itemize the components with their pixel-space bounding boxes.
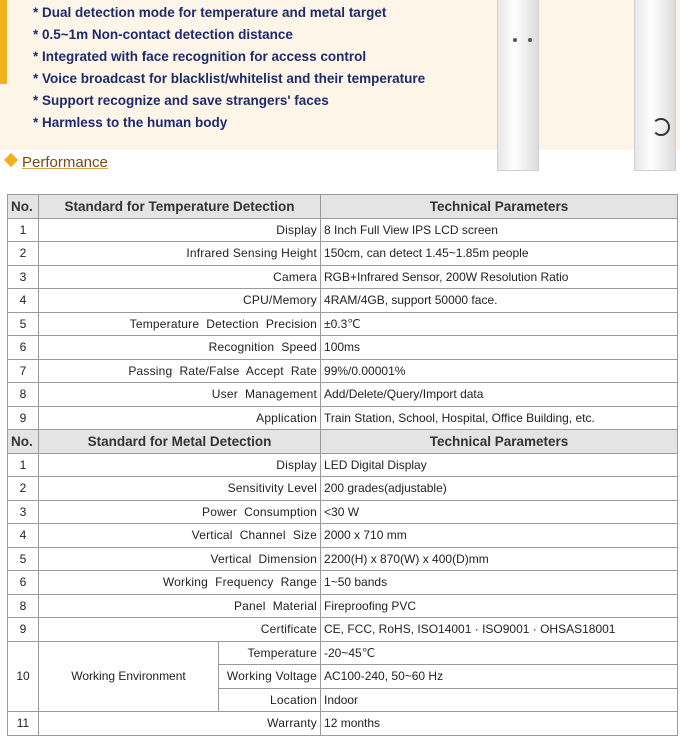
table-row bbox=[8, 336, 678, 360]
row-number: 7 bbox=[8, 359, 39, 383]
row-number: 6 bbox=[8, 336, 39, 360]
row-label: User Management bbox=[39, 383, 321, 407]
header-parameters: Technical Parameters bbox=[321, 430, 678, 454]
table-row bbox=[8, 712, 678, 736]
row-number: 11 bbox=[8, 712, 39, 736]
table-row bbox=[8, 618, 678, 642]
row-number: 4 bbox=[8, 524, 39, 548]
row-value: 99%/0.00001% bbox=[321, 359, 678, 383]
row-label: Vertical Channel Size bbox=[39, 524, 321, 548]
sensor-dot-icon bbox=[528, 38, 532, 42]
row-number: 10 bbox=[8, 641, 39, 712]
table-row bbox=[8, 383, 678, 407]
row-number: 5 bbox=[8, 312, 39, 336]
header-no: No. bbox=[8, 195, 39, 219]
feature-item: * 0.5~1m Non-contact detection distance bbox=[33, 27, 293, 42]
table-row bbox=[8, 594, 678, 618]
detector-pillar-right bbox=[634, 0, 676, 171]
row-label: Sensitivity Level bbox=[39, 477, 321, 501]
feature-item: * Integrated with face recognition for access control bbox=[33, 49, 367, 64]
detector-pillar-left bbox=[497, 0, 539, 171]
row-number: 5 bbox=[8, 547, 39, 571]
row-number: 8 bbox=[8, 383, 39, 407]
row-value: ±0.3℃ bbox=[321, 312, 678, 336]
row-value: 8 Inch Full View IPS LCD screen bbox=[321, 218, 678, 242]
row-label: Warranty bbox=[39, 712, 321, 736]
table-row bbox=[8, 524, 678, 548]
section-title: Performance bbox=[22, 154, 108, 171]
header-no: No. bbox=[8, 430, 39, 454]
row-label: Working Voltage bbox=[219, 665, 321, 689]
row-value: 200 grades(adjustable) bbox=[321, 477, 678, 501]
row-label: Camera bbox=[39, 265, 321, 289]
table-row bbox=[8, 547, 678, 571]
table-header-metal bbox=[8, 430, 678, 454]
row-group-label: Working Environment bbox=[39, 641, 219, 712]
row-value: Indoor bbox=[321, 688, 678, 712]
diamond-icon bbox=[4, 153, 18, 167]
row-label: Recognition Speed bbox=[39, 336, 321, 360]
row-label: Location bbox=[219, 688, 321, 712]
row-label: CPU/Memory bbox=[39, 289, 321, 313]
header-standard: Standard for Metal Detection bbox=[39, 430, 321, 454]
row-label: Infrared Sensing Height bbox=[39, 242, 321, 266]
row-label: Working Frequency Range bbox=[39, 571, 321, 595]
row-value: Fireproofing PVC bbox=[321, 594, 678, 618]
row-value: 100ms bbox=[321, 336, 678, 360]
row-value: 1~50 bands bbox=[321, 571, 678, 595]
table-row bbox=[8, 242, 678, 266]
gold-accent-bar bbox=[0, 0, 7, 84]
row-label: Passing Rate/False Accept Rate bbox=[39, 359, 321, 383]
row-number: 8 bbox=[8, 594, 39, 618]
row-label: Display bbox=[39, 453, 321, 477]
row-label: Certificate bbox=[39, 618, 321, 642]
row-number: 4 bbox=[8, 289, 39, 313]
row-label: Application bbox=[39, 406, 321, 430]
row-number: 6 bbox=[8, 571, 39, 595]
feature-item: * Harmless to the human body bbox=[33, 115, 228, 130]
row-label: Vertical Dimension bbox=[39, 547, 321, 571]
row-number: 3 bbox=[8, 265, 39, 289]
table-row bbox=[8, 453, 678, 477]
header-standard: Standard for Temperature Detection bbox=[39, 195, 321, 219]
row-number: 2 bbox=[8, 242, 39, 266]
table-row bbox=[8, 571, 678, 595]
table-row bbox=[8, 500, 678, 524]
table-row bbox=[8, 359, 678, 383]
table-row bbox=[8, 289, 678, 313]
row-value: LED Digital Display bbox=[321, 453, 678, 477]
spec-table bbox=[7, 194, 678, 736]
table-row bbox=[8, 477, 678, 501]
header-parameters: Technical Parameters bbox=[321, 195, 678, 219]
table-row bbox=[8, 218, 678, 242]
row-value: CE, FCC, RoHS, ISO14001 · ISO9001 · OHSAS18001 bbox=[321, 618, 678, 642]
row-value: Train Station, School, Hospital, Office Building, etc. bbox=[321, 406, 678, 430]
row-value: 150cm, can detect 1.45~1.85m people bbox=[321, 242, 678, 266]
row-value: <30 W bbox=[321, 500, 678, 524]
row-label: Display bbox=[39, 218, 321, 242]
feature-item: * Voice broadcast for blacklist/whitelist and their temperature bbox=[33, 71, 426, 86]
feature-item: * Support recognize and save strangers' faces bbox=[33, 93, 329, 108]
row-value: 2000 x 710 mm bbox=[321, 524, 678, 548]
row-number: 9 bbox=[8, 618, 39, 642]
row-number: 9 bbox=[8, 406, 39, 430]
row-value: 4RAM/4GB, support 50000 face. bbox=[321, 289, 678, 313]
table-row bbox=[8, 265, 678, 289]
row-number: 1 bbox=[8, 218, 39, 242]
row-value: AC100-240, 50~60 Hz bbox=[321, 665, 678, 689]
row-label: Temperature bbox=[219, 641, 321, 665]
row-label: Panel Material bbox=[39, 594, 321, 618]
row-value: -20~45℃ bbox=[321, 641, 678, 665]
row-value: 12 months bbox=[321, 712, 678, 736]
product-banner bbox=[0, 0, 680, 150]
power-cable-icon bbox=[652, 118, 670, 136]
feature-list bbox=[33, 2, 425, 134]
row-value: RGB+Infrared Sensor, 200W Resolution Ratio bbox=[321, 265, 678, 289]
table-row bbox=[8, 312, 678, 336]
row-label: Temperature Detection Precision bbox=[39, 312, 321, 336]
table-row bbox=[8, 406, 678, 430]
row-number: 3 bbox=[8, 500, 39, 524]
sensor-dot-icon bbox=[513, 38, 517, 42]
row-value: Add/Delete/Query/Import data bbox=[321, 383, 678, 407]
row-label: Power Consumption bbox=[39, 500, 321, 524]
feature-item: * Dual detection mode for temperature and metal target bbox=[33, 5, 387, 20]
row-number: 1 bbox=[8, 453, 39, 477]
row-number: 2 bbox=[8, 477, 39, 501]
row-value: 2200(H) x 870(W) x 400(D)mm bbox=[321, 547, 678, 571]
table-row bbox=[8, 641, 678, 665]
table-header-temperature bbox=[8, 195, 678, 219]
